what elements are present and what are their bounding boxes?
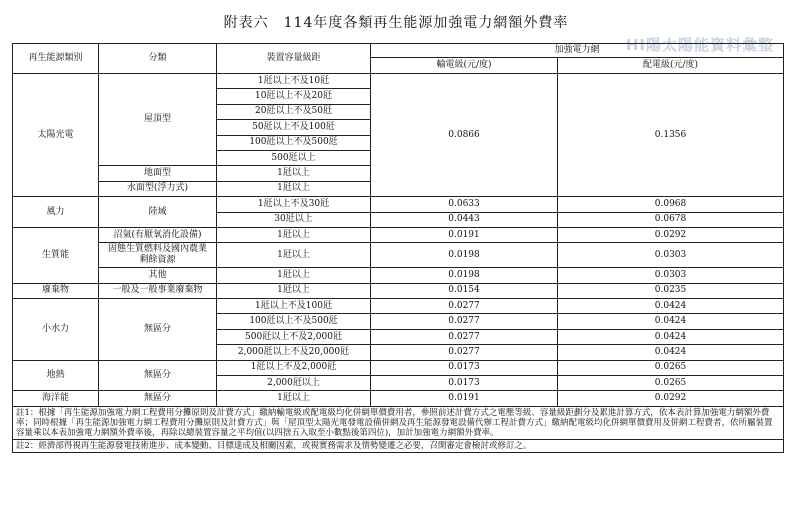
transmission-cell: 0.0154 [371,283,558,298]
capacity-cell: 100瓩以上不及500瓩 [217,135,371,150]
category-cell: 太陽光電 [13,74,99,197]
capacity-cell: 1瓩以上不及30瓩 [217,197,371,212]
capacity-cell: 500瓩以上不及2,000瓩 [217,329,371,344]
category-cell: 廢棄物 [13,283,99,298]
capacity-cell: 1瓩以上 [217,268,371,283]
transmission-cell: 0.0198 [371,243,558,268]
distribution-cell: 0.0235 [558,283,784,298]
distribution-cell: 0.0424 [558,314,784,329]
transmission-cell: 0.0277 [371,314,558,329]
capacity-cell: 100瓩以上不及500瓩 [217,314,371,329]
page-title: 附表六 114年度各類再生能源加強電力網額外費率 [223,15,569,31]
table-row [13,268,784,283]
table-row [13,283,784,298]
classification-cell: 一般及一般事業廢棄物 [99,283,217,298]
capacity-cell: 2,000瓩以上 [217,376,371,391]
distribution-cell: 0.0424 [558,329,784,344]
table-row [13,299,784,314]
distribution-cell: 0.0292 [558,391,784,406]
classification-cell: 無區分 [99,299,217,361]
transmission-cell: 0.0633 [371,197,558,212]
classification-cell: 地面型 [99,166,217,181]
distribution-cell: 0.0265 [558,376,784,391]
transmission-cell: 0.0191 [371,227,558,242]
capacity-cell: 1瓩以上 [217,391,371,406]
table-row [13,360,784,375]
transmission-cell: 0.0443 [371,212,558,227]
classification-cell: 陸域 [99,197,217,228]
distribution-cell: 0.0303 [558,268,784,283]
distribution-cell: 0.0265 [558,360,784,375]
table-row [13,227,784,242]
distribution-cell: 0.0968 [558,197,784,212]
table-row [13,243,784,268]
header-transmission: 輸電級(元/度) [371,58,558,74]
classification-cell: 水面型(浮力式) [99,181,217,196]
capacity-cell: 1瓩以上 [217,243,371,268]
note-2: 註2：經濟部得視再生能源發電技術進步、成本變動、目標達成及相關因素，或視實務需求及情勢變遷之必要，召開審定會檢討或修訂之。 [13,439,784,452]
watermark: HI陽太陽能資料彙整 [625,36,774,54]
transmission-cell: 0.0277 [371,299,558,314]
distribution-cell: 0.0678 [558,212,784,227]
capacity-cell: 1瓩以上 [217,283,371,298]
distribution-cell: 0.0424 [558,299,784,314]
capacity-cell: 1瓩以上 [217,181,371,196]
capacity-cell: 50瓩以上不及100瓩 [217,120,371,135]
transmission-cell: 0.0191 [371,391,558,406]
category-cell: 地熱 [13,360,99,391]
header-row-1 [13,44,784,58]
classification-cell: 其他 [99,268,217,283]
capacity-cell: 1瓩以上不及10瓩 [217,74,371,89]
capacity-cell: 10瓩以上不及20瓩 [217,89,371,104]
capacity-cell: 30瓩以上 [217,212,371,227]
category-cell: 海洋能 [13,391,99,406]
classification-cell: 無區分 [99,391,217,406]
transmission-cell: 0.0173 [371,376,558,391]
header-category: 再生能源類別 [13,44,99,74]
distribution-cell: 0.0424 [558,345,784,360]
distribution-cell: 0.0292 [558,227,784,242]
transmission-cell: 0.0277 [371,345,558,360]
transmission-cell: 0.0198 [371,268,558,283]
capacity-cell: 1瓩以上 [217,166,371,181]
note-row-2 [13,439,784,452]
distribution-cell: 0.1356 [558,74,784,197]
capacity-cell: 2,000瓩以上不及20,000瓩 [217,345,371,360]
classification-cell: 沼氣(有厭氧消化設備) [99,227,217,242]
rate-table [12,43,784,453]
classification-cell: 無區分 [99,360,217,391]
capacity-cell: 1瓩以上不及2,000瓩 [217,360,371,375]
distribution-cell: 0.0303 [558,243,784,268]
table-row [13,74,784,89]
capacity-cell: 20瓩以上不及50瓩 [217,104,371,119]
table-row [13,391,784,406]
capacity-cell: 1瓩以上不及100瓩 [217,299,371,314]
header-classification: 分類 [99,44,217,74]
category-cell: 生質能 [13,227,99,283]
note-1: 註1：根據「再生能源加強電力網工程費用分攤原則及計費方式」繳納輸電級或配電級均化併網單價費用者，參照前述計費方式之電壓等級、容量級距劃分及累進計算方式，依本表計算加強電力網額外費率；同時根據「再生能源加強電力網工程費用分攤原則及計費方式」與「屋頂型太陽光電發電設備併網及再生能源發電設備代辦工程計費方式」繳納配電級均化併網單價費用及併網工程費者，依所屬裝置容量乘以本表加強電力網額外費率後，再除以總裝置容量之平均值(以四捨五入取至小數點後第四位)，加計加強電力網額外費率。 [13,406,784,439]
classification-cell: 固態生質燃料及國內農業剩餘資源 [99,243,217,268]
transmission-cell: 0.0277 [371,329,558,344]
header-distribution: 配電級(元/度) [558,58,784,74]
note-row-1 [13,406,784,439]
header-grid: 加強電力網 [371,44,784,58]
category-cell: 風力 [13,197,99,228]
category-cell: 小水力 [13,299,99,361]
capacity-cell: 500瓩以上 [217,150,371,165]
capacity-cell: 1瓩以上 [217,227,371,242]
table-row [13,197,784,212]
transmission-cell: 0.0866 [371,74,558,197]
classification-cell: 屋頂型 [99,74,217,166]
transmission-cell: 0.0173 [371,360,558,375]
header-capacity: 裝置容量級距 [217,44,371,74]
